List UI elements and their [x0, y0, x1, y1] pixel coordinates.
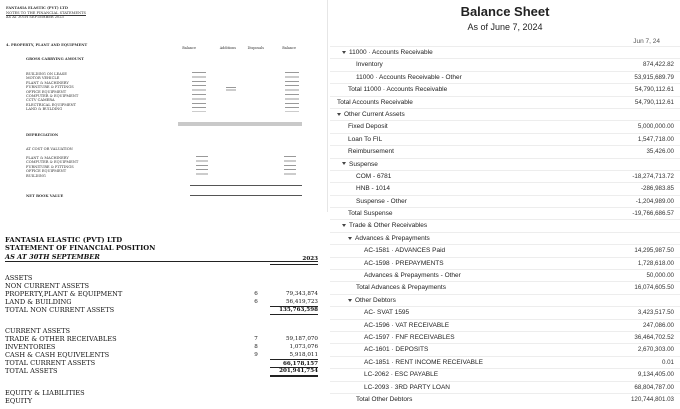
row-label-text: Total Accounts Receivable: [337, 98, 413, 106]
label-equity-liabilities: EQUITY & LIABILITIES: [5, 389, 85, 397]
row-label: [342, 161, 378, 169]
report-row[interactable]: [330, 145, 680, 157]
row-label: [356, 198, 407, 206]
row-label-text: LC-2093 · 3RD PARTY LOAN: [364, 383, 450, 391]
notes-divider: [190, 185, 302, 186]
row-label-text: 11000 · Accounts Receivable - Other: [356, 73, 462, 81]
row-label-text: Total Suspense: [348, 210, 393, 218]
report-row[interactable]: [330, 393, 680, 405]
notes-section-title: 4. PROPERTY, PLANT AND EQUIPMENT: [6, 43, 88, 47]
report-row[interactable]: [330, 58, 680, 70]
collapse-triangle-icon[interactable]: [337, 113, 341, 116]
note-ppe: 6: [254, 291, 258, 297]
row-amount[interactable]: 35,426.00: [646, 148, 674, 156]
row-amount[interactable]: 1,728,618.00: [637, 259, 674, 267]
label-non-current: NON CURRENT ASSETS: [5, 282, 90, 290]
row-amount[interactable]: 16,074,605.50: [634, 284, 674, 292]
row-label-text: Advances & Prepayments - Other: [364, 272, 461, 280]
amt-total-ca: 66,178,157: [270, 359, 318, 368]
row-label-text: Advances & Prepayments: [355, 234, 430, 242]
row-amount[interactable]: 874,422.82: [643, 61, 674, 69]
row-amount[interactable]: 120,744,801.03: [630, 395, 674, 403]
row-label-text: Loan To FIL: [348, 135, 383, 143]
row-label-text: LC-2062 · ESC PAYABLE: [364, 371, 439, 379]
label-ppe: PROPERTY,PLANT & EQUIPMENT: [5, 290, 123, 298]
row-amount[interactable]: 54,790,112.61: [634, 86, 674, 94]
row-label-text: AC-1598 · PREPAYMENTS: [364, 259, 444, 267]
report-row[interactable]: [330, 381, 680, 393]
label-equity: EQUITY: [5, 397, 33, 405]
label-assets: ASSETS: [5, 274, 33, 282]
row-label: [364, 309, 409, 317]
label-total-ca: TOTAL CURRENT ASSETS: [5, 359, 96, 367]
report-rows: [330, 46, 680, 405]
notes-item: ELECTRICAL EQUIPMENT: [26, 102, 77, 107]
row-label: [342, 222, 427, 230]
report-row[interactable]: [330, 356, 680, 368]
row-label: [348, 210, 392, 218]
row-amount[interactable]: 50,000.00: [646, 272, 674, 280]
notes-total-bar: [178, 122, 302, 126]
notes-dep-item: OFFICE EQUIPMENT: [26, 169, 67, 174]
year-underline: [270, 264, 318, 265]
row-amount[interactable]: 247,086.00: [643, 321, 674, 329]
row-amount[interactable]: 14,295,987.50: [634, 247, 674, 255]
row-amount[interactable]: -18,274,713.72: [632, 172, 674, 180]
report-row[interactable]: [330, 46, 680, 58]
report-row[interactable]: [330, 158, 680, 170]
collapse-triangle-icon[interactable]: [342, 51, 346, 54]
label-total-assets: TOTAL ASSETS: [5, 367, 58, 375]
row-label: [348, 297, 396, 305]
collapse-triangle-icon[interactable]: [348, 237, 352, 240]
note-cash: 9: [254, 352, 258, 358]
note-inventories: 8: [254, 344, 258, 350]
notes-company: FANTASIA ELASTIC (PVT) LTD: [6, 6, 68, 10]
label-cash: CASH & CASH EQUIVELENTS: [5, 351, 110, 359]
row-amount[interactable]: 53,915,689.79: [634, 73, 674, 81]
row-amount[interactable]: -1,204,989.00: [635, 197, 674, 205]
row-label: [348, 235, 430, 243]
row-label: [364, 334, 455, 342]
row-label: [348, 148, 394, 156]
row-label-text: HNB - 1014: [356, 185, 390, 193]
row-amount[interactable]: 1,547,718.00: [637, 135, 674, 143]
row-label-text: Other Current Assets: [344, 110, 405, 118]
row-amount[interactable]: 9,134,405.00: [637, 371, 674, 379]
amt-trade: 59,187,070: [285, 336, 318, 342]
row-label: [337, 111, 405, 119]
note-trade: 7: [254, 336, 258, 342]
row-label: [364, 260, 444, 268]
report-row[interactable]: [330, 120, 680, 132]
report-row[interactable]: [330, 257, 680, 269]
label-inventories: INVENTORIES: [5, 343, 56, 351]
report-row[interactable]: [330, 306, 680, 318]
amt-total-nca: 135,763,598: [270, 306, 318, 315]
row-amount[interactable]: 54,790,112.61: [634, 98, 674, 106]
notes-item: COMPUTER & EQUIPMENT: [26, 94, 79, 99]
amt-cash: 5,918,011: [289, 352, 318, 358]
row-label: [356, 284, 446, 292]
financial-statement: [0, 214, 328, 409]
row-label: [356, 74, 462, 82]
row-amount[interactable]: 2,670,303.00: [637, 346, 674, 354]
notes-items: [26, 72, 78, 112]
row-amount[interactable]: 3,423,517.50: [637, 309, 674, 317]
label-trade: TRADE & OTHER RECEIVABLES: [5, 335, 117, 343]
row-label-text: 11000 · Accounts Receivable: [349, 49, 433, 56]
report-row[interactable]: [330, 331, 680, 343]
row-label: [356, 61, 383, 69]
notes-dep-item: PLANT & MACHINERY: [26, 156, 69, 160]
row-label-text: AC-1851 · RENT INCOME RECEIVABLE: [364, 358, 483, 366]
collapse-triangle-icon[interactable]: [348, 299, 352, 302]
row-label: [364, 384, 450, 392]
row-label-text: Other Debtors: [355, 296, 396, 304]
notes-gross-label: GROSS CARRYING AMOUNT: [26, 57, 84, 61]
row-label-text: AC-1596 · VAT RECEIVABLE: [364, 321, 450, 329]
notes-item: FURNITURE & FITTINGS: [26, 85, 74, 90]
row-label-text: COM - 6781: [356, 172, 392, 180]
row-label: [342, 49, 433, 57]
report-row[interactable]: [330, 71, 680, 83]
notes-cost-label: AT COST OR VALUATION: [26, 147, 73, 151]
notes-dep-items: [26, 156, 78, 178]
report-row[interactable]: [330, 294, 680, 306]
row-amount[interactable]: 5,000,000.00: [637, 123, 674, 131]
notes-item: MOTOR VEHICLE: [26, 76, 60, 81]
row-label-text: Suspense: [349, 160, 378, 168]
row-label: [348, 136, 382, 144]
row-label-text: AC- SVAT 1595: [364, 309, 410, 317]
notes-dep-item: COMPUTER & EQUIPMENT: [26, 160, 79, 165]
balance-sheet-report: [330, 0, 680, 409]
row-label-text: AC-1597 · FNF RECEIVABLES: [364, 333, 455, 341]
notes-header-1: Balance: [182, 46, 196, 50]
row-label: [364, 359, 483, 367]
report-row[interactable]: [330, 319, 680, 331]
notes-dep-col4: [284, 156, 296, 178]
notes-header-4: Balance: [282, 46, 296, 50]
label-total-nca: TOTAL NON CURRENT ASSETS: [5, 306, 115, 314]
notes-nbv-label: NET BOOK VALUE: [26, 194, 64, 198]
row-label-text: Fixed Deposit: [348, 123, 388, 131]
row-label-text: Inventory: [356, 61, 383, 69]
row-label: [364, 272, 461, 280]
notes-values-col4: [285, 72, 299, 112]
notes-period: AS AT 30TH SEPTEMBER 2023: [6, 15, 64, 19]
row-amount[interactable]: 36,464,702.52: [634, 333, 674, 341]
row-amount[interactable]: 68,804,787.00: [634, 383, 674, 391]
report-row[interactable]: [330, 269, 680, 281]
report-row[interactable]: [330, 133, 680, 145]
row-label-text: AC-1581 · ADVANCES Paid: [364, 247, 446, 255]
row-label-text: Trade & Other Receivables: [349, 222, 428, 230]
notes-header-3: Disposals: [247, 46, 264, 50]
report-title: Balance Sheet: [460, 4, 550, 19]
report-row[interactable]: [330, 244, 680, 256]
notes-item: PLANT & MACHINERY: [26, 80, 69, 85]
row-label: [364, 322, 449, 330]
report-row[interactable]: [330, 219, 680, 231]
report-date: As of June 7, 2024: [467, 22, 543, 32]
statement-as-at: AS AT 30TH SEPTEMBER: [5, 253, 318, 262]
notes-dep-item: BUILDING: [26, 173, 46, 178]
row-label: [364, 247, 445, 255]
collapse-triangle-icon[interactable]: [342, 224, 346, 227]
row-label-text: Total 11000 · Accounts Receivable: [348, 86, 448, 94]
row-label: [356, 185, 390, 193]
note-land: 6: [254, 299, 258, 305]
report-row[interactable]: [330, 195, 680, 207]
amt-ppe: 79,343,874: [285, 291, 318, 297]
report-row[interactable]: [330, 83, 680, 95]
column-header-date: Jun 7, 24: [633, 38, 660, 45]
row-label: [348, 86, 447, 94]
notes-item: CCTV CAMERA: [26, 98, 55, 103]
row-amount[interactable]: -286,983.85: [640, 185, 674, 193]
row-label: [364, 346, 428, 354]
label-current: CURRENT ASSETS: [5, 327, 71, 335]
notes-item: LAND & BUILDING: [26, 107, 63, 112]
amt-inventories: 1,073,076: [289, 344, 318, 350]
notes-item: OFFICE EQUIPMENT: [26, 89, 67, 94]
report-row[interactable]: [330, 182, 680, 194]
row-label: [364, 371, 438, 379]
amt-land: 56,419,723: [285, 299, 318, 305]
notes-dep-item: FURNITURE & FITTINGS: [26, 164, 74, 169]
report-row[interactable]: [330, 232, 680, 244]
statement-company: FANTASIA ELASTIC (PVT) LTD: [5, 236, 123, 244]
label-land: LAND & BUILDING: [5, 298, 72, 306]
row-label-text: Total Other Debtors: [356, 395, 413, 403]
collapse-triangle-icon[interactable]: [342, 162, 346, 165]
report-row[interactable]: [330, 108, 680, 120]
statement-year: 2023: [302, 256, 318, 262]
row-label: [356, 396, 412, 404]
notes-values-col1: [192, 72, 206, 112]
notes-depreciation-label: DEPRECIATION: [26, 133, 59, 137]
row-label: [356, 173, 391, 181]
notes-item: BUILDING ON LEASE: [26, 72, 67, 76]
notes-header-2: Additions: [219, 46, 236, 50]
report-row[interactable]: [330, 170, 680, 182]
amt-total-assets: 201,941,754: [270, 367, 318, 377]
report-row[interactable]: [330, 207, 680, 219]
notes-divider: [190, 195, 302, 196]
row-label-text: Suspense - Other: [356, 197, 407, 205]
row-amount[interactable]: 0.01: [661, 358, 674, 366]
statement-title: STATEMENT OF FINANCIAL POSITION: [5, 244, 156, 252]
notes-dep-col1: [196, 156, 208, 178]
report-row[interactable]: [330, 343, 680, 355]
row-label: [348, 123, 388, 131]
row-amount[interactable]: -19,766,686.57: [632, 210, 674, 218]
row-label-text: AC-1601 · DEPOSITS: [364, 346, 429, 354]
notes-subtitle: NOTES TO THE FINANCIAL STATEMENTS: [6, 10, 86, 15]
notes-values-col2: [226, 87, 236, 92]
row-label-text: Total Advances & Prepayments: [356, 284, 446, 292]
row-label-text: Reimbursement: [348, 148, 394, 156]
report-row[interactable]: [330, 368, 680, 380]
report-row[interactable]: [330, 96, 680, 108]
notes-page: [0, 0, 328, 212]
row-label: [337, 99, 413, 107]
report-row[interactable]: [330, 281, 680, 293]
